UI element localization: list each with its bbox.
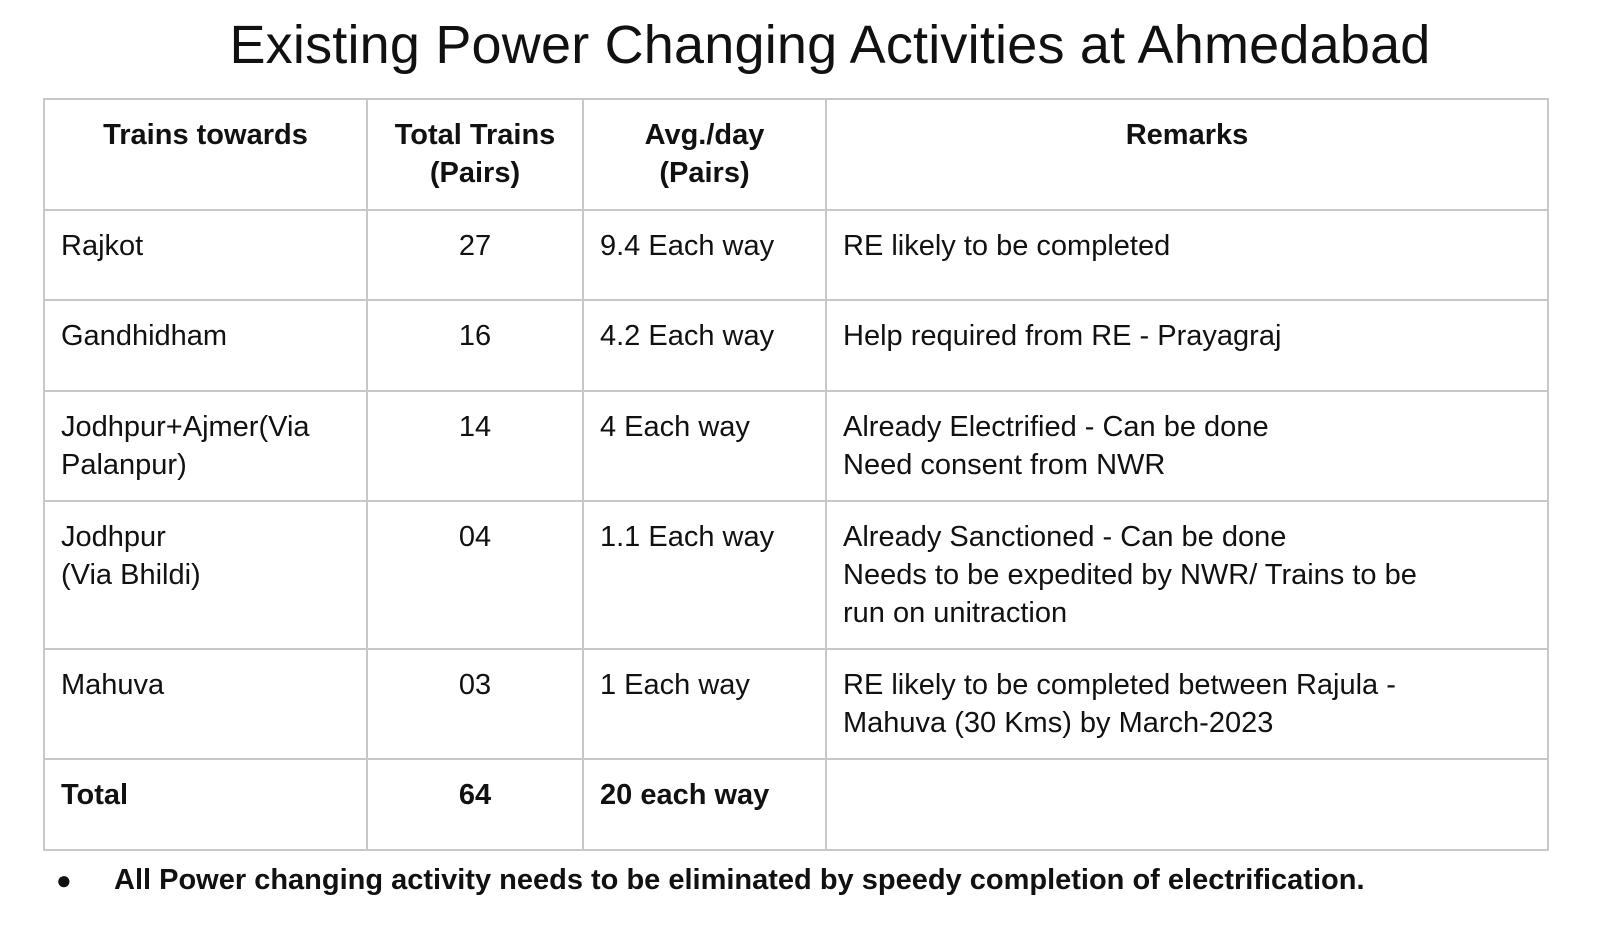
header-remarks bbox=[826, 99, 1548, 210]
conclusion-bullet bbox=[56, 864, 1365, 897]
cell-text: RE likely to be completed between Rajula - bbox=[843, 669, 1396, 701]
bullet-dot-icon: ● bbox=[56, 865, 72, 895]
cell-trains-towards bbox=[44, 210, 367, 300]
cell-trains-towards bbox=[44, 300, 367, 391]
power-changing-table bbox=[43, 98, 1549, 851]
header-trains-towards-label: Trains towards bbox=[103, 119, 308, 151]
cell-total-avg: 20 each way bbox=[583, 759, 826, 850]
cell-text: Needs to be expedited by NWR/ Trains to be bbox=[843, 559, 1417, 591]
cell-total-label: Total bbox=[44, 759, 367, 850]
cell-text: Palanpur) bbox=[61, 449, 187, 481]
cell-remarks bbox=[826, 391, 1548, 501]
header-remarks-label: Remarks bbox=[1125, 119, 1249, 151]
cell-trains-towards bbox=[44, 501, 367, 649]
cell-text: Need consent from NWR bbox=[843, 449, 1166, 481]
table-row bbox=[44, 649, 1548, 759]
cell-total: 16 bbox=[367, 300, 583, 391]
cell-remarks bbox=[826, 649, 1548, 759]
cell-total-sum: 64 bbox=[367, 759, 583, 850]
cell-total: 04 bbox=[367, 501, 583, 649]
header-avg-line1: Avg./day bbox=[644, 119, 765, 151]
cell-total: 27 bbox=[367, 210, 583, 300]
cell-text: Gandhidham bbox=[61, 320, 228, 352]
cell-avg: 1.1 Each way bbox=[583, 501, 826, 649]
cell-avg: 1 Each way bbox=[583, 649, 826, 759]
page-title: Existing Power Changing Activities at Ahmedabad bbox=[229, 15, 1431, 75]
cell-text: Mahuva bbox=[61, 669, 165, 701]
table-header-row bbox=[44, 99, 1548, 210]
cell-total-remarks bbox=[826, 759, 1548, 850]
header-total-trains bbox=[367, 99, 583, 210]
cell-text: (Via Bhildi) bbox=[61, 559, 201, 591]
table-row bbox=[44, 300, 1548, 391]
cell-avg: 4 Each way bbox=[583, 391, 826, 501]
cell-text: Already Sanctioned - Can be done bbox=[843, 521, 1287, 553]
bullet-text: All Power changing activity needs to be eliminated by speedy completion of electrification. bbox=[114, 864, 1365, 896]
cell-remarks bbox=[826, 210, 1548, 300]
table-row bbox=[44, 210, 1548, 300]
cell-text: Jodhpur bbox=[61, 521, 166, 553]
cell-trains-towards bbox=[44, 391, 367, 501]
cell-avg: 9.4 Each way bbox=[583, 210, 826, 300]
table-row bbox=[44, 391, 1548, 501]
table-row bbox=[44, 501, 1548, 649]
cell-trains-towards bbox=[44, 649, 367, 759]
cell-total: 14 bbox=[367, 391, 583, 501]
table-total-row bbox=[44, 759, 1548, 850]
cell-text: Rajkot bbox=[61, 230, 144, 262]
cell-text: RE likely to be completed bbox=[843, 230, 1171, 262]
cell-total: 03 bbox=[367, 649, 583, 759]
cell-text: run on unitraction bbox=[843, 597, 1068, 629]
header-total-trains-line2: (Pairs) bbox=[429, 157, 521, 189]
header-trains-towards bbox=[44, 99, 367, 210]
cell-text: Help required from RE - Prayagraj bbox=[843, 320, 1282, 352]
cell-text: Already Electrified - Can be done bbox=[843, 411, 1269, 443]
cell-text: Mahuva (30 Kms) by March-2023 bbox=[843, 707, 1274, 739]
header-avg-per-day bbox=[583, 99, 826, 210]
header-total-trains-line1: Total Trains bbox=[394, 119, 556, 151]
header-avg-line2: (Pairs) bbox=[659, 157, 750, 189]
cell-avg: 4.2 Each way bbox=[583, 300, 826, 391]
cell-text: Jodhpur+Ajmer(Via bbox=[61, 411, 310, 443]
cell-remarks bbox=[826, 300, 1548, 391]
cell-remarks bbox=[826, 501, 1548, 649]
